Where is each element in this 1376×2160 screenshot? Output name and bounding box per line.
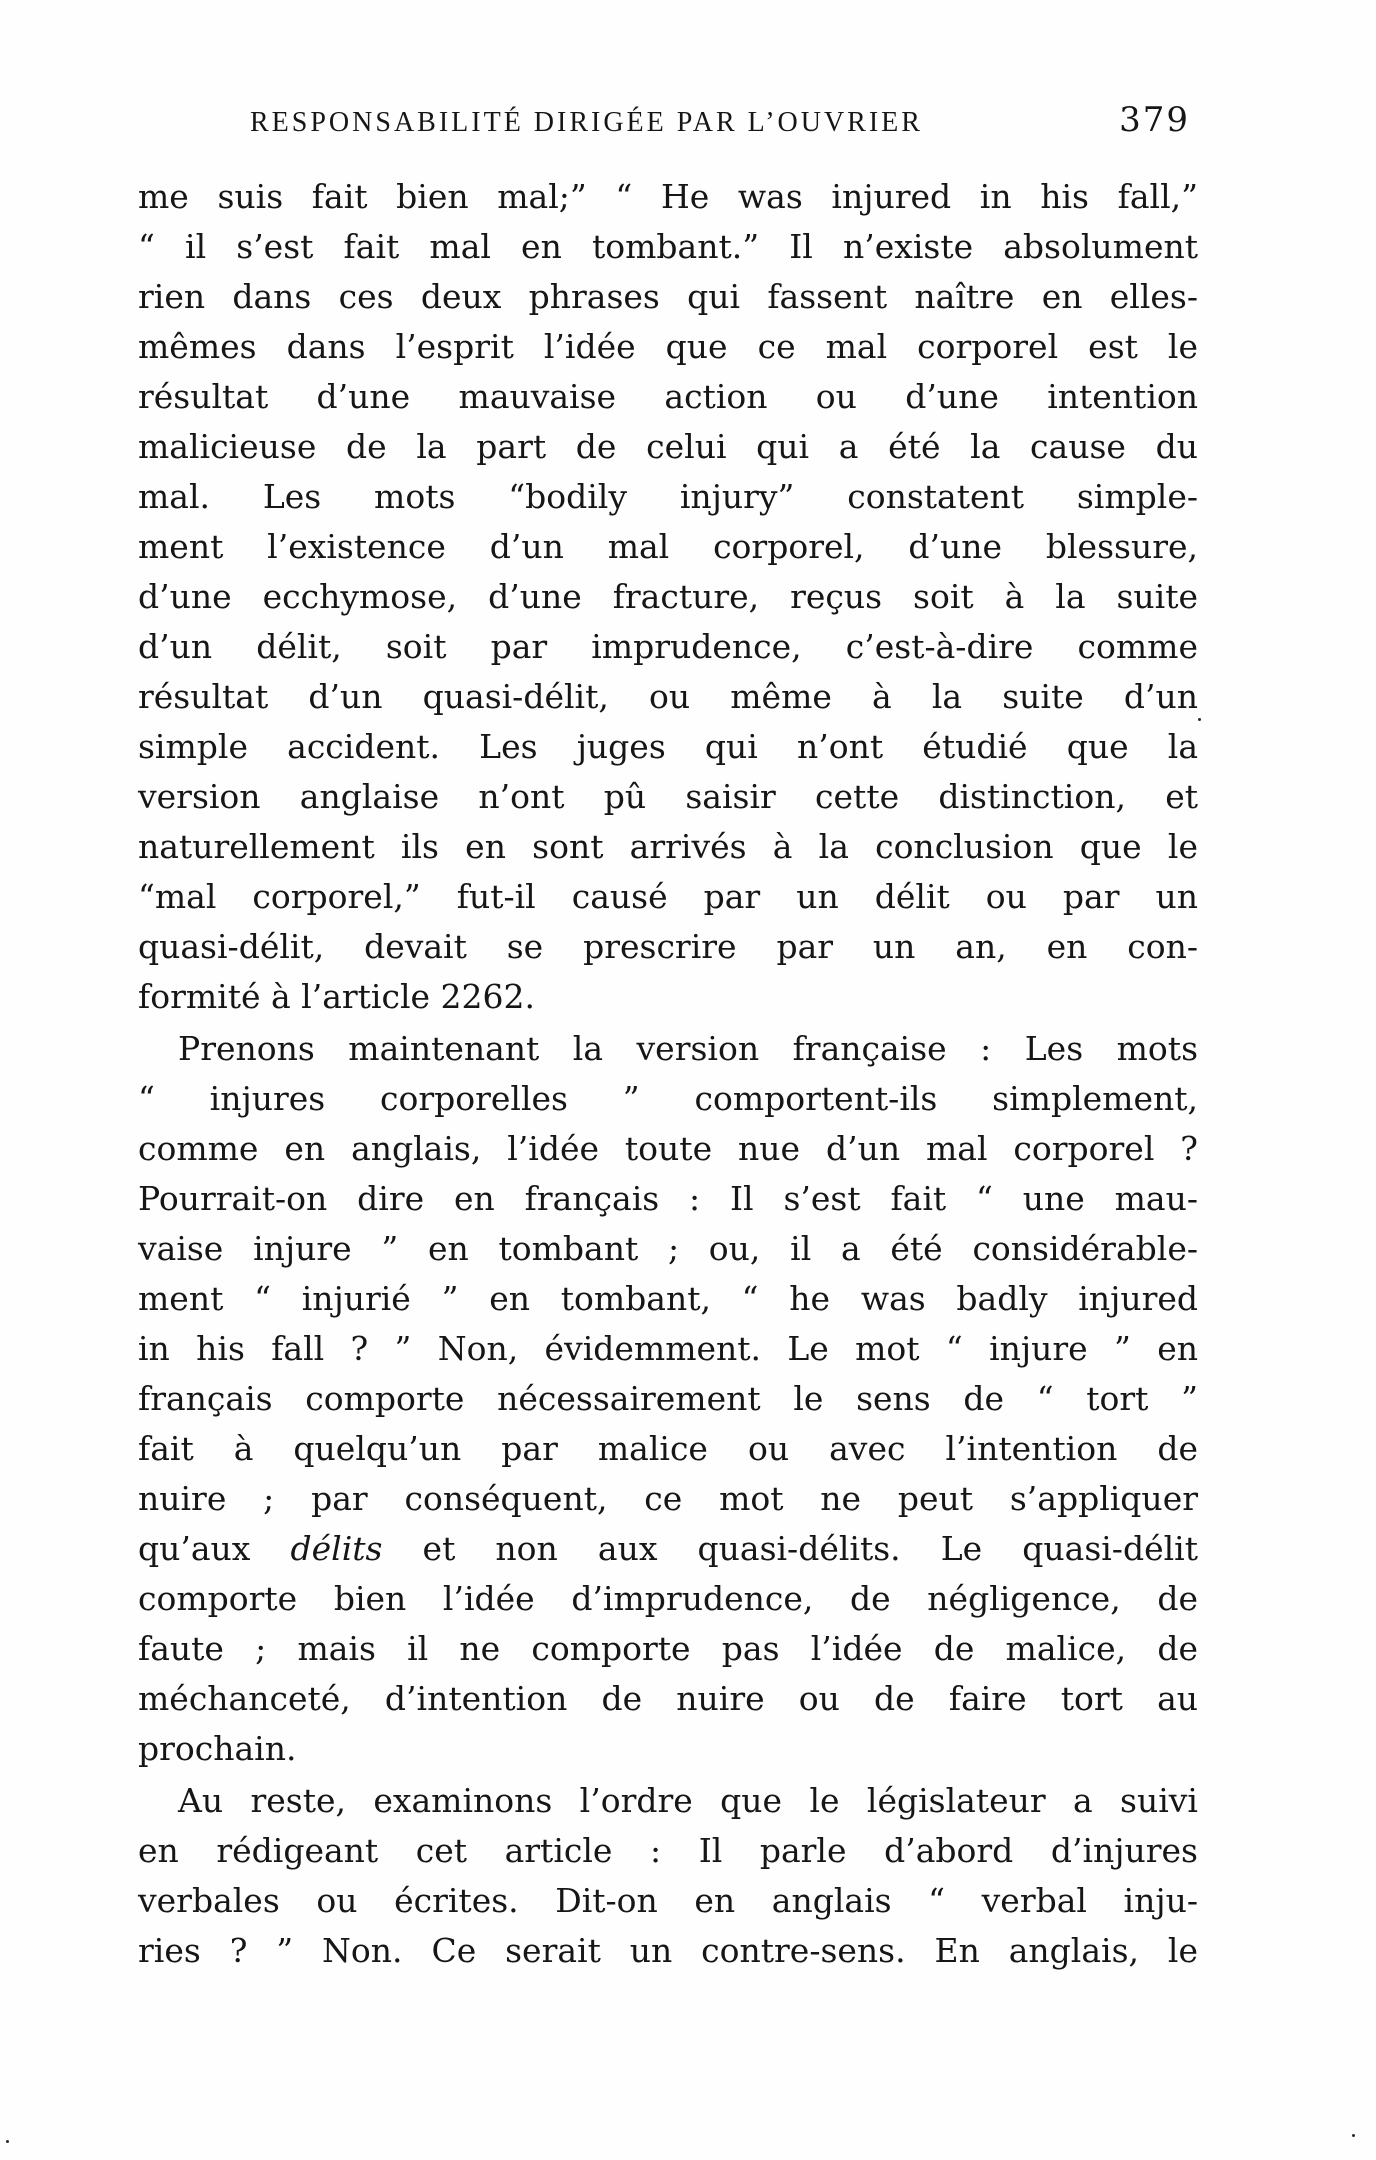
text-line: malicieuse de la part de celui qui a été la cause du [138,427,1198,466]
running-head [250,100,1190,150]
text-line: nuire ; par conséquent, ce mot ne peut s’appliquer [138,1479,1198,1518]
text-line: ment l’existence d’un mal corporel, d’une blessure, [138,527,1198,566]
text-line: en rédigeant cet article : Il parle d’abord d’injures [138,1831,1198,1870]
text-line: d’une ecchymose, d’une fracture, reçus soit à la suite [138,577,1198,616]
text-line: mal. Les mots “bodily injury” constatent simple- [138,477,1198,516]
text-line: “mal corporel,” fut-il causé par un délit ou par un [138,877,1198,916]
text-line: simple accident. Les juges qui n’ont étudié que la [138,727,1198,766]
print-speck [1198,718,1201,721]
text-line: version anglaise n’ont pû saisir cette distinction, et [138,777,1198,816]
text-line: résultat d’un quasi-délit, ou même à la suite d’un [138,677,1198,716]
text-line: “ il s’est fait mal en tombant.” Il n’existe absolument [138,227,1198,266]
text-line: français comporte nécessairement le sens de “ tort ” [138,1379,1198,1418]
print-speck [1352,2134,1355,2137]
text-segment: qu’aux [138,1529,291,1568]
text-line: prochain. [138,1729,297,1768]
text-line: Pourrait-on dire en français : Il s’est fait “ une mau- [138,1179,1198,1218]
italic-word: délits [290,1529,383,1568]
text-line: verbales ou écrites. Dit-on en anglais “ verbal inju- [138,1881,1198,1920]
body-text [138,172,1198,1976]
text-line: “ injures corporelles ” comportent-ils simplement, [138,1079,1198,1118]
text-line: in his fall ? ” Non, évidemment. Le mot “ injure ” en [138,1329,1198,1368]
text-line: fait à quelqu’un par malice ou avec l’intention de [138,1429,1198,1468]
text-line: Au reste, examinons l’ordre que le législateur a suivi [178,1781,1198,1820]
text-line: ries ? ” Non. Ce serait un contre-sens. En anglais, le [138,1931,1198,1970]
text-line: me suis fait bien mal;” “ He was injured in his fall,” [138,177,1198,216]
text-line: Prenons maintenant la version française : Les mots [178,1029,1198,1068]
text-line: comporte bien l’idée d’imprudence, de négligence, de [138,1579,1198,1618]
text-line: vaise injure ” en tombant ; ou, il a été considérable- [138,1229,1198,1268]
text-line: quasi-délit, devait se prescrire par un an, en con- [138,927,1198,966]
text-line: méchanceté, d’intention de nuire ou de faire tort au [138,1679,1198,1718]
text-segment: et non aux quasi-délits. Le quasi-délit [382,1529,1198,1568]
text-line: d’un délit, soit par imprudence, c’est-à-dire comme [138,627,1198,666]
text-line: rien dans ces deux phrases qui fassent naître en elles- [138,277,1198,316]
text-line: ment “ injurié ” en tombant, “ he was badly injured [138,1279,1198,1318]
text-line: faute ; mais il ne comporte pas l’idée de malice, de [138,1629,1198,1668]
paragraph-2 [138,1024,1198,1774]
text-line-with-italic [138,1524,1198,1574]
text-line: comme en anglais, l’idée toute nue d’un mal corporel ? [138,1129,1198,1168]
paragraph-1 [138,172,1198,1022]
page-number: 379 [1119,100,1190,140]
text-line: résultat d’une mauvaise action ou d’une intention [138,377,1198,416]
text-line: mêmes dans l’esprit l’idée que ce mal corporel est le [138,327,1198,366]
print-speck [6,2140,9,2143]
text-line: naturellement ils en sont arrivés à la conclusion que le [138,827,1198,866]
text-line: formité à l’article 2262. [138,977,535,1016]
running-title: RESPONSABILITÉ DIRIGÉE PAR L’OUVRIER [250,107,923,138]
paragraph-3 [138,1776,1198,1976]
